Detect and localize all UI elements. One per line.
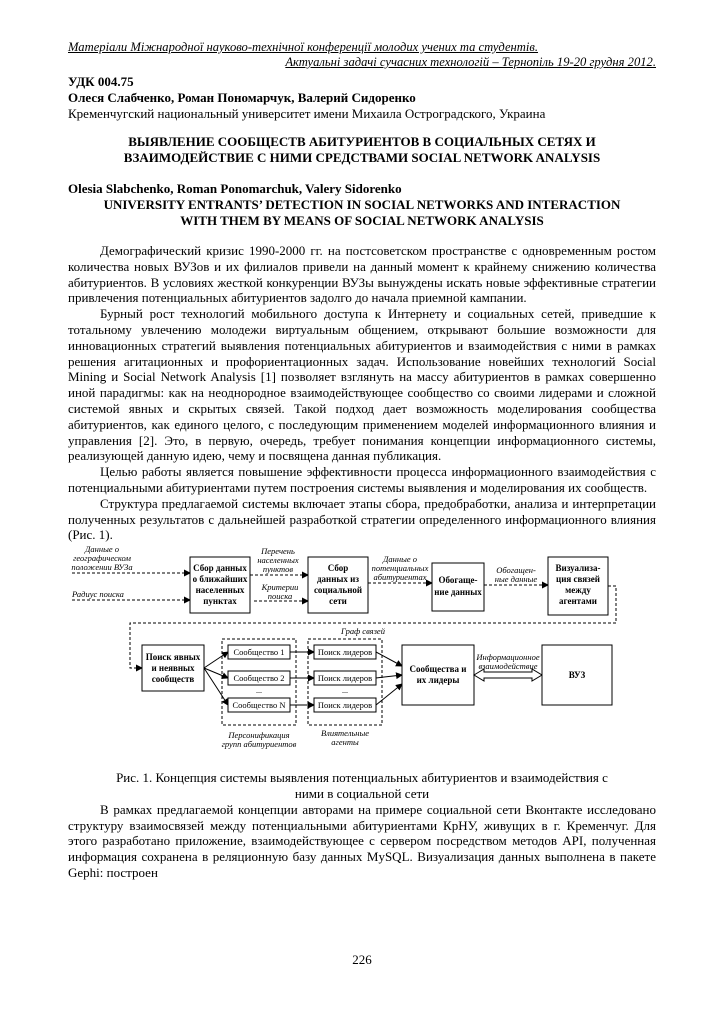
svg-text:поиска: поиска [267,591,293,602]
authors-en: Olesia Slabchenko, Roman Ponomarchuk, Valery Sidorenko [68,181,402,196]
page-content [68,40,656,881]
label-influential [321,728,369,747]
svg-text:потенциальных: потенциальных [371,563,429,574]
arrow-to-community-1 [204,652,228,668]
svg-text:и неявных: и неявных [151,663,195,674]
svg-text:ция связей: ция связей [556,574,600,585]
title-ru-line: ВЗАИМОДЕЙСТВИЕ С НИМИ СРЕДСТВАМИ SOCIAL NETWORK ANALYSIS [123,150,601,165]
svg-text:между: между [565,585,591,596]
conference-header-line2: Актуальні задачі сучасних технологій – Тернопіль 19-20 грудня 2012. [285,55,656,69]
community-label: Сообщество N [232,700,286,711]
arrow-to-communities-leaders [376,652,402,666]
authors-ru: Олеся Слабченко, Роман Пономарчук, Валерий Сидоренко [68,90,416,105]
box-search-communities-text [146,652,201,684]
label-towns-list [257,546,299,574]
label-graph: Граф связей [341,626,385,637]
title-ru [68,134,656,166]
paragraph: Бурный рост технологий мобильного доступа к Интернету и социальных сетей, приведшие к тотальному увлечению молодежи виртуальным общением, открывают большие возможности для инновационных стратегий выявления потенциальных абитуриентов и взаимодействия с ними в рамках решения агитационных и профориентационных задач. Использование новейших технологий Social Mining и Social Network Analysis [1] позволяет взглянуть на массу абитуриентов в рамках совершенно иной парадигмы: как на неоднородное взаимодействующее сообщество со своими лидерами и сложной системой явных и скрытых связей. Такой подход дает возможность моделирования сообщества абитуриентов, как единого целого, с последующим применением моделей информационного влияния и управления [2]. Это, в первую, очередь, требует понимания концепции информационного системы, реализующей данную идею, чему и посвящена данная публикация. [68,306,656,464]
svg-text:о ближайших: о ближайших [192,574,248,585]
svg-text:Сообщества и: Сообщества и [409,664,467,675]
paragraph: В рамках предлагаемой концепции авторами на примере социальной сети Вконтакте исследовано структуру взаимосвязей между потенциальными абитуриентами КрНУ, живущих в г. Кременчуг. Для этого разработано приложение, взаимодействующее с сервером посредством методов API, полученная информация сохранена в реляционную базу данных MySQL. Визуализация данных выполнена в пакете Gephi: построен [68,801,656,880]
svg-text:Данные о: Данные о [85,545,119,555]
flow-diagram [68,545,656,770]
svg-text:Персонификация: Персонификация [228,730,290,741]
svg-text:Данные о: Данные о [383,554,417,565]
title-en-line: WITH THEM BY MEANS OF SOCIAL NETWORK ANALYSIS [180,213,544,228]
label-info-interaction [475,652,539,671]
svg-text:взаимодействие: взаимодействие [478,661,538,672]
svg-text:Влиятельные: Влиятельные [320,728,370,739]
caption-line: Рис. 1. Концепция системы выявления потенциальных абитуриентов и взаимодействия с [116,770,608,786]
input-radius-label: Радиус поиска [72,589,124,600]
paragraph: Целью работы является повышение эффективности процесса информационного взаимодействия с потенциальными абитуриентами путем построения системы выявления и моделирования их сообществ. [68,464,656,495]
community-dots: ... [256,686,262,696]
svg-text:Обогаще-: Обогаще- [438,575,478,586]
paragraph: Структура предлагаемой системы включает этапы сбора, предобработки, анализа и интерпретации полученных результатов с дальнейшей разработкой стратегии определенного информационного влияния (Рис. 1). [68,495,656,543]
svg-text:Поиск явных: Поиск явных [145,652,201,663]
title-ru-line: ВЫЯВЛЕНИЕ СООБЩЕСТВ АБИТУРИЕНТОВ В СОЦИАЛЬНЫХ СЕТЯХ И [128,134,596,149]
article-body [68,243,656,543]
community-label: Сообщество 1 [233,647,285,658]
svg-text:населенных: населенных [195,585,245,596]
figure-caption [68,770,656,802]
leader-search-label: Поиск лидеров [317,647,373,658]
arrow-to-community-n [204,668,228,705]
svg-text:пунктов: пунктов [262,564,294,575]
svg-text:Сбор: Сбор [327,563,349,574]
figure-1-diagram [68,545,656,770]
label-personification [222,730,297,749]
arrow-to-communities-leaders [376,675,402,678]
svg-text:географическом: географическом [73,553,131,564]
leader-search-label: Поиск лидеров [317,700,373,711]
svg-text:Критерии: Критерии [261,582,299,593]
svg-text:данных из: данных из [316,574,360,585]
svg-text:населенных: населенных [257,555,299,566]
community-label: Сообщество 2 [233,673,285,684]
svg-text:Перечень: Перечень [261,546,295,557]
title-en [68,197,656,229]
svg-text:ние данных: ние данных [434,587,482,598]
svg-text:их лидеры: их лидеры [416,675,460,686]
svg-text:ные данные: ные данные [494,574,538,585]
svg-text:агентами: агентами [559,596,597,607]
svg-text:Визуализа-: Визуализа- [555,563,601,574]
box-communities-leaders-text [410,664,467,685]
svg-text:положении ВУЗа: положении ВУЗа [71,562,133,573]
svg-text:пунктах: пунктах [203,596,237,607]
label-enriched [495,565,538,584]
leader-dots: ... [342,686,348,696]
conference-header-line1: Матеріали Міжнародної науково-технічної конференції молодих учених та студентів. [68,40,539,54]
paragraph: Демографический кризис 1990-2000 гг. на постсоветском пространстве с одновременным ростом количества новых ВУЗов и их филиалов привели на данный момент к крайнему снижению количества абитуриентов. В условиях жесткой конкуренции ВУЗы вынуждены искать новые эффективные стратегии привлечения потенциальных абитуриентов задолго до начала приемной кампании. [68,243,656,306]
affiliation: Кременчугский национальный университет имени Михаила Остроградского, Украина [68,106,546,121]
svg-text:сообществ: сообществ [151,674,195,685]
svg-text:групп абитуриентов: групп абитуриентов [221,739,297,750]
svg-text:Информационное: Информационное [476,652,540,663]
page-number: 226 [352,952,372,967]
caption-line: ними в социальной сети [294,785,430,801]
label-entrants-data [372,554,429,582]
svg-text:Сбор данных: Сбор данных [193,563,247,574]
input-geo-label [71,545,132,572]
title-en-line: UNIVERSITY ENTRANTS’ DETECTION IN SOCIAL NETWORKS AND INTERACTION [103,197,621,212]
svg-text:Обогащен-: Обогащен- [496,565,536,576]
svg-text:сети: сети [329,596,347,607]
svg-text:социальной: социальной [313,585,363,596]
label-search-criteria [261,582,299,601]
box-university-text: ВУЗ [568,670,586,681]
svg-text:абитуриентах: абитуриентах [373,572,427,583]
arrow-to-communities-leaders [376,684,402,705]
leader-search-label: Поиск лидеров [317,673,373,684]
udk-code: УДК 004.75 [68,74,134,89]
svg-text:агенты: агенты [331,737,359,748]
